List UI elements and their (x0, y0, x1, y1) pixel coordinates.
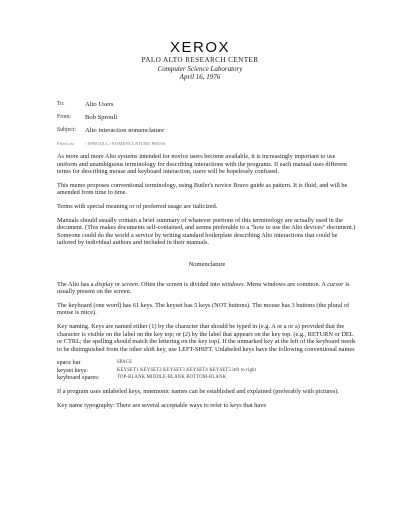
xerox-logo: XEROX (169, 39, 230, 56)
paragraph-intro: As more and more Alto systems intended for novice users become available, it is increasingly important to use uniform and unambiguous terminology for describing interactions with the programs. If each manual uses different terms for describing mouse and keyboard interaction, users will be hopelessly confused. (57, 153, 347, 176)
key-name: keyboard spares: (57, 374, 100, 382)
paragraph-display (57, 281, 357, 296)
to-row (57, 98, 357, 111)
from-row (57, 111, 357, 124)
filed-value: <SPROULL>NOMENCLATURE.PRESS (85, 140, 166, 146)
text-fragment: . Menu windows are common. A (243, 280, 328, 288)
memo-header (57, 98, 357, 150)
text-fragment: is usually present on the screen. (57, 280, 350, 296)
key-names-list (57, 359, 357, 382)
key-value: TOP-BLANK MIDDLE-BLANK BOTTOM-BLANK (117, 375, 227, 381)
memo-date: April 16, 1976 (179, 73, 221, 81)
key-name-row (57, 359, 357, 367)
from-label: From: (57, 113, 72, 120)
term-cursor: cursor (327, 280, 344, 288)
key-value: SPACE (117, 360, 133, 366)
paragraph-unlabeled-keys: If a program uses unlabeled keys, mnemonic names can be established and explained (preferably with pictures). (57, 388, 340, 396)
paragraph-proposal: This memo proposes conventional terminology, using Butler's novice Bravo guide as pattern. It is fluid, and will be amended from time to time. (57, 181, 348, 197)
text-fragment: The Alto has a (57, 280, 96, 288)
paragraph-key-naming: Key naming. Keys are named either (1) by the character that should be typed in (e.g. A or a or a) provided that the character is visible on the label on the key top; or (2) by the label that appears on the key top. (e.g., RETURN or DEL or CTRL; the spelling should match the lettering on the key top). If the unmarked key at the left of the keyboard needs to be distinguished from the other shift key, use LEFT-SHIFT. Unlabeled keys have the following conventional names (57, 322, 356, 353)
laboratory-name: Computer Science Laboratory (157, 64, 243, 73)
term-windows: windows (221, 280, 244, 288)
paragraph-italics-note: Terms with special meaning or of preferred usage are italicized. (57, 202, 218, 210)
paragraph-keyboard: The keyboard (one word) has 61 keys. The keyset has 5 keys (NOT buttons). The mouse has 3 buttons (the plural of mouse is mice). (57, 301, 350, 317)
subject-label: Subject: (57, 126, 76, 133)
from-value: Bob Sproull (85, 113, 118, 121)
key-name-row (57, 367, 357, 375)
key-value: KEYSET1 KEYSET2 KEYSET3 KEYSET4 KEYSET5 left to right (117, 367, 257, 373)
term-screen: screen (121, 280, 138, 288)
section-title: Nomenclature (188, 260, 226, 268)
to-value: Alto Users (85, 100, 114, 108)
to-label: To: (57, 100, 65, 107)
paragraph-typography: Key name typography: There are several acceptable ways to refer to keys that have (57, 401, 267, 409)
subject-row (57, 124, 357, 137)
organization-name: PALO ALTO RESEARCH CENTER (141, 56, 259, 64)
filed-label: Filed on: (57, 140, 75, 146)
key-name-row (57, 374, 357, 382)
term-display: display (95, 280, 114, 288)
memo-body (57, 153, 357, 415)
text-fragment: or (113, 280, 122, 288)
paragraph-manuals: Manuals should usually contain a brief summary of whatever portions of this terminology are actually used in the document. (This makes documents self-contained, and seems preferable to a "how to use the Alto devices" document.) Someone could do the world a service by writing standard boilerplate describing Alto interactions that could be tailored by individual authors and included in their manuals. (57, 216, 356, 247)
filed-row (57, 137, 357, 150)
text-fragment: . Often the screen is divided into (137, 280, 222, 288)
letterhead (0, 40, 400, 82)
key-name: space bar (57, 359, 81, 367)
key-name: keyset keys: (57, 366, 88, 374)
subject-value: Alto interaction nomenclature (85, 126, 165, 134)
